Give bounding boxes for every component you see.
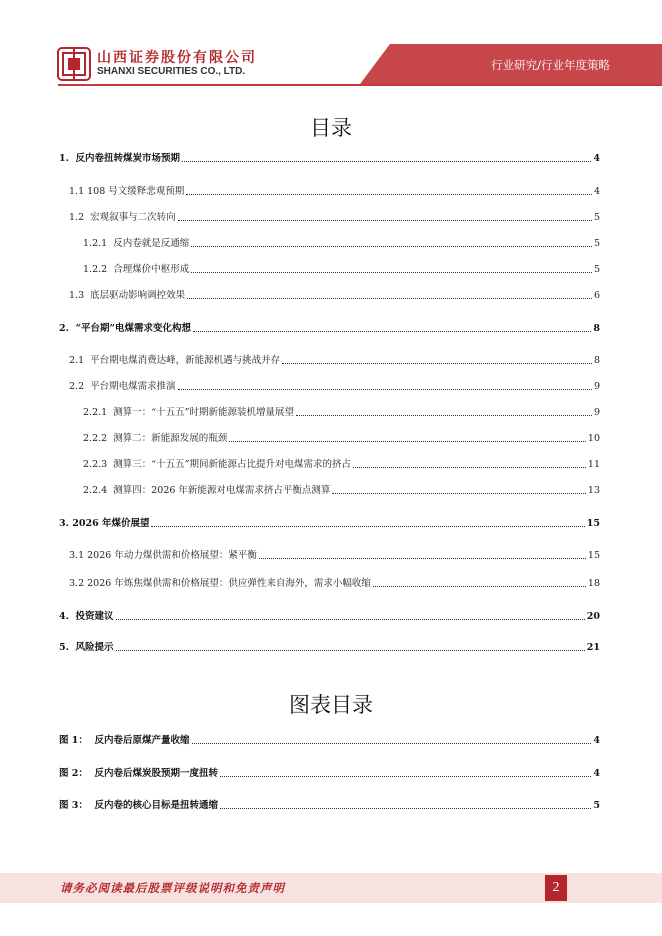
toc-entry[interactable]: 1.2.2 合理煤价中枢形成 5 bbox=[83, 264, 600, 275]
figure-entry[interactable]: 图 1： 反内卷后原煤产量收缩 4 bbox=[59, 735, 600, 746]
figure-entry[interactable]: 图 3： 反内卷的核心目标是扭转通缩 5 bbox=[59, 800, 600, 811]
toc-entry[interactable]: 2.2 平台期电煤需求推演 9 bbox=[69, 381, 600, 392]
company-name-en: SHANXI SECURITIES CO., LTD. bbox=[97, 66, 246, 77]
report-type: 行业研究/行业年度策略 bbox=[491, 58, 610, 72]
toc-entry[interactable]: 2.2.3 测算三：“十五五”期间新能源占比提升对电煤需求的挤占 11 bbox=[83, 459, 600, 470]
toc-entry[interactable]: 3. 2026 年煤价展望 15 bbox=[59, 518, 600, 529]
company-name-cn: 山西证券股份有限公司 bbox=[97, 50, 257, 66]
toc-entry[interactable]: 2.2.1 测算一：“十五五”时期新能源装机增量展望 9 bbox=[83, 407, 600, 418]
toc-entry[interactable]: 4. 投资建议 20 bbox=[59, 611, 600, 622]
toc-entry[interactable]: 1.3 底层驱动影响调控效果 6 bbox=[69, 290, 600, 301]
figure-list-title: 图表目录 bbox=[289, 693, 373, 717]
toc-title: 目录 bbox=[310, 116, 352, 140]
toc-entry[interactable]: 2.1 平台期电煤消费达峰，新能源机遇与挑战并存 8 bbox=[69, 355, 600, 366]
toc-entry[interactable]: 1. 反内卷扭转煤炭市场预期 4 bbox=[59, 153, 600, 164]
disclaimer-text: 请务必阅读最后股票评级说明和免责声明 bbox=[60, 881, 285, 895]
toc-entry[interactable]: 1.2.1 反内卷就是反通缩 5 bbox=[83, 238, 600, 249]
toc-entry[interactable]: 3.1 2026 年动力煤供需和价格展望：紧平衡 15 bbox=[69, 550, 600, 561]
page-number: 2 bbox=[545, 875, 567, 901]
toc-entry[interactable]: 1.2 宏观叙事与二次转向 5 bbox=[69, 212, 600, 223]
figure-list bbox=[59, 0, 600, 936]
toc-entry[interactable]: 2. “平台期”电煤需求变化构想 8 bbox=[59, 323, 600, 334]
figure-entry[interactable]: 图 2： 反内卷后煤炭股预期一度扭转 4 bbox=[59, 768, 600, 779]
toc-entry[interactable]: 1.1 108 号文缓释悲观预期 4 bbox=[69, 186, 600, 197]
toc-entry[interactable]: 2.2.4 测算四：2026 年新能源对电煤需求挤占平衡点测算 13 bbox=[83, 485, 600, 496]
toc-entry[interactable]: 2.2.2 测算二：新能源发展的瓶颈 10 bbox=[83, 433, 600, 444]
toc-entry[interactable]: 5. 风险提示 21 bbox=[59, 642, 600, 653]
toc-entry[interactable]: 3.2 2026 年炼焦煤供需和价格展望：供应弹性来自海外，需求小幅收缩 18 bbox=[69, 578, 600, 589]
